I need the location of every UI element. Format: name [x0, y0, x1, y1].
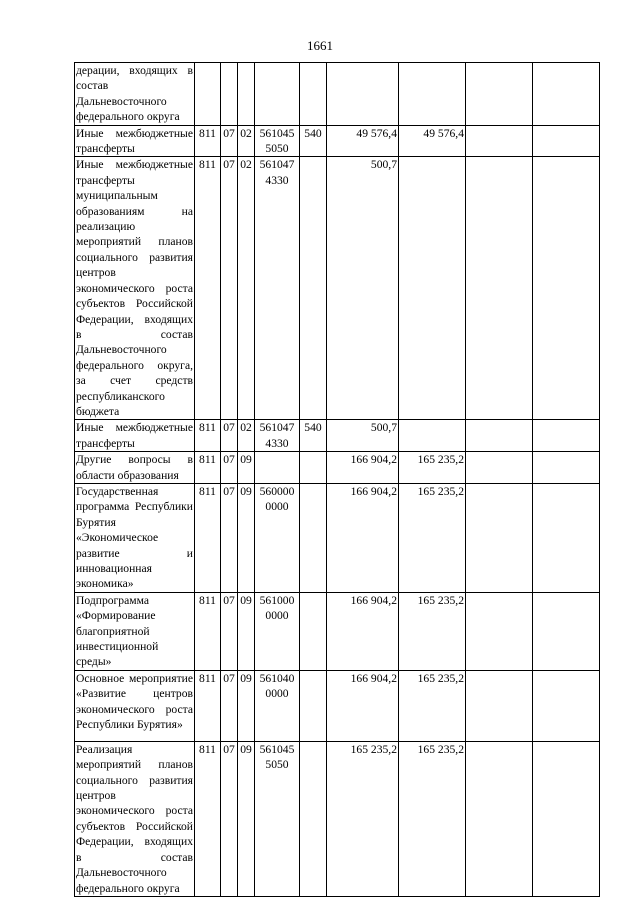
row-pr-cell: 09 — [238, 592, 255, 670]
row-empty-cell — [533, 63, 600, 126]
row-vr-cell — [300, 63, 327, 126]
row-empty-cell — [466, 483, 533, 592]
row-empty-cell — [533, 483, 600, 592]
target-article-code-part1: 561045 — [259, 742, 295, 756]
row-empty-cell — [533, 670, 600, 741]
row-empty-cell — [466, 741, 533, 896]
row-gr-cell: 811 — [195, 592, 221, 670]
row-name-cell: Подпрограмма «Формирование благоприятной инвестиционной среды» — [75, 592, 195, 670]
table-row — [75, 157, 600, 420]
row-empty-cell — [466, 592, 533, 670]
row-rz-cell — [221, 63, 238, 126]
row-sum2-cell — [399, 420, 466, 452]
target-article-code-part1: 561045 — [259, 126, 295, 140]
row-vr-cell — [300, 483, 327, 592]
row-vr-cell — [300, 452, 327, 484]
row-rz-cell: 07 — [221, 420, 238, 452]
row-cs-cell — [255, 741, 300, 896]
row-empty-cell — [533, 157, 600, 420]
row-pr-cell: 02 — [238, 125, 255, 157]
row-cs-cell — [255, 63, 300, 126]
row-sum1-cell: 166 904,2 — [327, 670, 399, 741]
row-sum1-cell: 166 904,2 — [327, 592, 399, 670]
row-vr-cell: 540 — [300, 420, 327, 452]
table-row — [75, 420, 600, 452]
table-row — [75, 452, 600, 484]
target-article-code-part1: 561047 — [259, 158, 295, 172]
row-rz-cell: 07 — [221, 592, 238, 670]
row-pr-cell: 09 — [238, 452, 255, 484]
row-gr-cell: 811 — [195, 125, 221, 157]
row-pr-cell — [238, 63, 255, 126]
row-empty-cell — [466, 157, 533, 420]
row-name-cell: Реализация мероприятий планов социального развития центров экономического роста субъектов Российской Федерации, входящих в состав Дальневосточного федерального округа — [76, 742, 193, 895]
row-rz-cell: 07 — [221, 741, 238, 896]
table-row — [75, 741, 600, 896]
row-cs-cell — [255, 670, 300, 741]
table-row — [75, 592, 600, 670]
row-empty-cell — [533, 741, 600, 896]
row-sum1-cell — [327, 63, 399, 126]
row-cs-cell — [255, 157, 300, 420]
row-vr-cell — [300, 741, 327, 896]
row-sum2-cell: 49 576,4 — [399, 125, 466, 157]
row-empty-cell — [466, 63, 533, 126]
target-article-code-part2: 4330 — [265, 436, 289, 450]
row-vr-cell — [300, 157, 327, 420]
page-number: 1661 — [307, 38, 333, 53]
row-sum1-cell: 500,7 — [327, 157, 399, 420]
row-sum2-cell — [399, 157, 466, 420]
row-sum1-cell: 166 904,2 — [327, 452, 399, 484]
row-sum2-cell — [399, 63, 466, 126]
row-gr-cell: 811 — [195, 157, 221, 420]
row-cs-cell — [255, 125, 300, 157]
row-name-cell: Государственная программа Республики Бурятия «Экономическое развитие и инновационная экономика» — [76, 484, 193, 591]
target-article-code-part2: 0000 — [265, 687, 289, 701]
row-rz-cell: 07 — [221, 670, 238, 741]
row-gr-cell: 811 — [195, 670, 221, 741]
row-cs-cell — [255, 420, 300, 452]
table-row — [75, 63, 600, 126]
row-gr-cell — [195, 63, 221, 126]
row-pr-cell: 02 — [238, 157, 255, 420]
row-empty-cell — [466, 670, 533, 741]
row-empty-cell — [466, 420, 533, 452]
row-name-cell: Основное мероприятие «Развитие центров экономического роста Республики Бурятия» — [75, 670, 195, 741]
row-empty-cell — [533, 452, 600, 484]
row-cs-cell — [255, 483, 300, 592]
target-article-code-part2: 0000 — [265, 609, 289, 623]
row-pr-cell: 09 — [238, 670, 255, 741]
row-rz-cell: 07 — [221, 452, 238, 484]
row-sum1-cell: 165 235,2 — [327, 741, 399, 896]
row-vr-cell — [300, 670, 327, 741]
row-rz-cell: 07 — [221, 157, 238, 420]
row-gr-cell: 811 — [195, 483, 221, 592]
target-article-code-part2: 4330 — [265, 173, 289, 187]
row-vr-cell: 540 — [300, 125, 327, 157]
row-sum1-cell: 500,7 — [327, 420, 399, 452]
row-sum1-cell: 49 576,4 — [327, 125, 399, 157]
row-empty-cell — [533, 592, 600, 670]
row-sum2-cell: 165 235,2 — [399, 741, 466, 896]
row-pr-cell: 02 — [238, 420, 255, 452]
table-body — [75, 63, 600, 897]
table-row — [75, 483, 600, 592]
row-empty-cell — [466, 125, 533, 157]
table-row — [75, 125, 600, 157]
target-article-code-part2: 0000 — [265, 500, 289, 514]
row-gr-cell: 811 — [195, 741, 221, 896]
row-sum2-cell: 165 235,2 — [399, 592, 466, 670]
target-article-code-part2: 5050 — [265, 142, 289, 156]
target-article-code-part2: 5050 — [265, 758, 289, 772]
target-article-code-part1: 560000 — [259, 484, 295, 498]
row-name-cell: дерации, входящих в состав Дальневосточного федерального округа — [76, 64, 193, 124]
row-gr-cell: 811 — [195, 452, 221, 484]
target-article-code-part1: 561047 — [259, 421, 295, 435]
row-empty-cell — [533, 420, 600, 452]
target-article-code-part1: 561040 — [259, 671, 295, 685]
row-name-cell: Иные межбюджетные трансферты — [76, 421, 193, 450]
budget-table — [74, 62, 600, 897]
row-cs-cell — [255, 452, 300, 484]
row-sum2-cell: 165 235,2 — [399, 452, 466, 484]
row-pr-cell: 09 — [238, 741, 255, 896]
row-sum2-cell: 165 235,2 — [399, 670, 466, 741]
row-vr-cell — [300, 592, 327, 670]
target-article-code-part1: 561000 — [259, 593, 295, 607]
row-rz-cell: 07 — [221, 125, 238, 157]
row-gr-cell: 811 — [195, 420, 221, 452]
row-sum2-cell: 165 235,2 — [399, 483, 466, 592]
row-empty-cell — [466, 452, 533, 484]
table-row — [75, 670, 600, 741]
row-name-cell: Иные межбюджетные трансферты муниципальным образованиям на реализацию мероприятий планов социального развития центров экономического роста субъектов Российской Федерации, входящих в состав Дальневосточного федерального округа, за счет средств республиканского бюджета — [76, 158, 193, 418]
row-cs-cell — [255, 592, 300, 670]
row-rz-cell: 07 — [221, 483, 238, 592]
row-name-cell: Иные межбюджетные трансферты — [76, 126, 193, 156]
row-pr-cell: 09 — [238, 483, 255, 592]
row-name-cell: Другие вопросы в области образования — [76, 453, 193, 482]
row-empty-cell — [533, 125, 600, 157]
row-sum1-cell: 166 904,2 — [327, 483, 399, 592]
